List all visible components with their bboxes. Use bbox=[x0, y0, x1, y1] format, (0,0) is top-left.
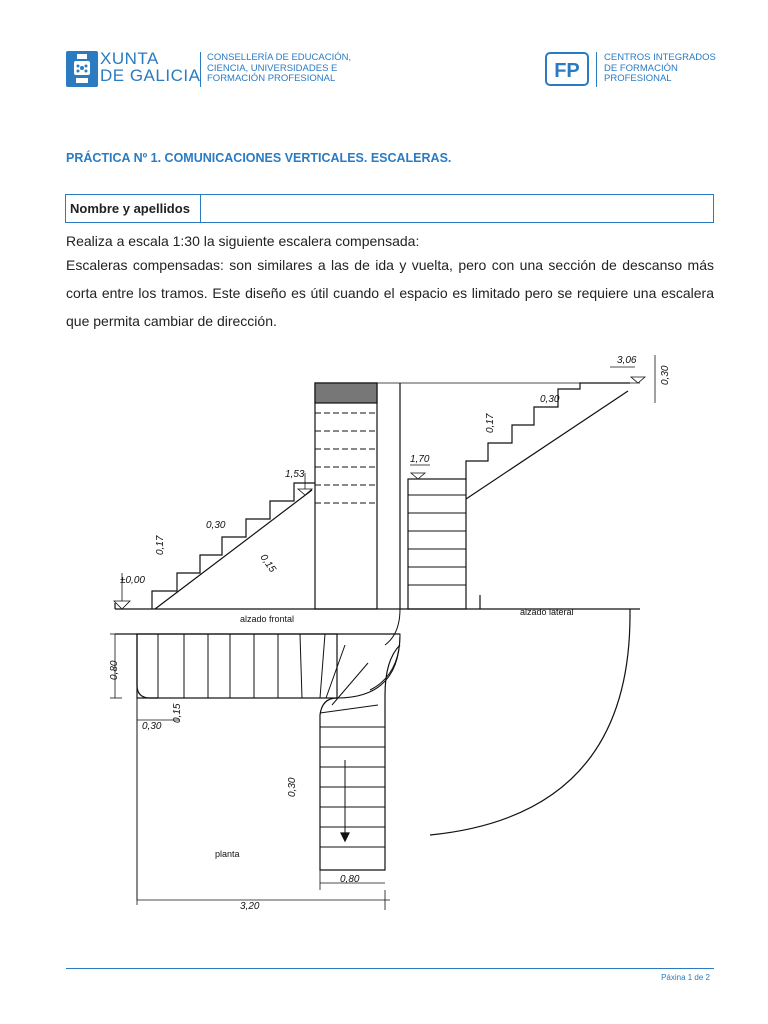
dim-slab-front: 0,15 bbox=[257, 552, 278, 575]
dim-level-306: 3,06 bbox=[617, 355, 637, 366]
practice-title: PRÁCTICA Nº 1. COMUNICACIONES VERTICALES. ESCALERAS. bbox=[66, 151, 452, 165]
fp-centers-text bbox=[604, 53, 734, 85]
page-number: Páxina 1 de 2 bbox=[661, 973, 710, 982]
label-alzado-lateral: alzado lateral bbox=[520, 607, 574, 617]
name-table bbox=[65, 194, 714, 223]
dim-tread-front: 0,30 bbox=[206, 520, 226, 531]
xunta-logo-text bbox=[100, 50, 200, 84]
xunta-shield-icon bbox=[66, 51, 98, 87]
fp-logo-icon bbox=[545, 52, 589, 86]
dim-plan-total: 3,20 bbox=[240, 901, 260, 912]
fp-line-1: CENTROS INTEGRADOS bbox=[604, 52, 716, 63]
plan-outer-curve bbox=[430, 609, 630, 835]
description-text: Escaleras compensadas: son similares a las de ida y vuelta, pero con una sección de descanso más corta entre los tramos. Este diseño es útil cuando el espacio es limitado pero se requiere una escalera que permita cambiar de dirección. bbox=[66, 257, 714, 329]
front-wall bbox=[315, 383, 377, 609]
plan-second-treads bbox=[320, 705, 385, 847]
footer-divider bbox=[66, 968, 714, 969]
name-input-cell[interactable] bbox=[201, 195, 713, 222]
header-divider bbox=[200, 52, 201, 87]
dim-level-153: 1,53 bbox=[285, 469, 305, 480]
front-soffit bbox=[155, 490, 312, 609]
dept-line-1: CONSELLERÍA DE EDUCACIÓN, bbox=[207, 52, 352, 63]
fp-line-3: PROFESIONAL bbox=[604, 73, 672, 84]
instruction-text: Realiza a escala 1:30 la siguiente escalera compensada: bbox=[66, 233, 420, 249]
xunta-line-2: DE GALICIA bbox=[100, 66, 201, 85]
label-planta: planta bbox=[215, 849, 240, 859]
department-name bbox=[207, 53, 377, 85]
wall-top-hatch bbox=[315, 383, 377, 403]
lateral-block-steps bbox=[408, 495, 466, 585]
dim-plan-width: 0,80 bbox=[109, 660, 120, 680]
fp-logo-label: FP bbox=[554, 60, 580, 82]
dim-plan-bottom-080: 0,80 bbox=[340, 874, 360, 885]
dim-level-170: 1,70 bbox=[410, 454, 430, 465]
lateral-stair-block bbox=[408, 479, 466, 609]
plan-second-flight bbox=[320, 645, 400, 870]
dept-line-2: CIENCIA, UNIVERSIDADES E bbox=[207, 62, 338, 74]
dim-level-0: ±0,00 bbox=[120, 575, 145, 586]
name-label: Nombre y apellidos bbox=[66, 195, 201, 222]
dim-tread-side: 0,30 bbox=[540, 394, 560, 405]
front-dashed-steps bbox=[315, 413, 377, 503]
dim-top-030: 0,30 bbox=[660, 365, 671, 385]
dim-plan-015: 0,15 bbox=[172, 703, 183, 723]
fp-divider bbox=[596, 52, 597, 87]
fp-line-2: DE FORMACIÓN bbox=[604, 62, 678, 74]
plan-first-flight bbox=[137, 634, 337, 698]
staircase-drawing bbox=[100, 345, 700, 930]
label-alzado-frontal: alzado frontal bbox=[240, 614, 295, 624]
dim-riser-side: 0,17 bbox=[485, 413, 496, 433]
front-stairs bbox=[152, 483, 315, 609]
dim-riser-front: 0,17 bbox=[155, 535, 166, 555]
dim-plan-tread: 0,30 bbox=[287, 777, 298, 797]
xunta-line-1: XUNTA bbox=[100, 49, 159, 68]
dim-plan-030: 0,30 bbox=[142, 721, 162, 732]
dept-line-3: FORMACIÓN PROFESIONAL bbox=[207, 73, 336, 84]
